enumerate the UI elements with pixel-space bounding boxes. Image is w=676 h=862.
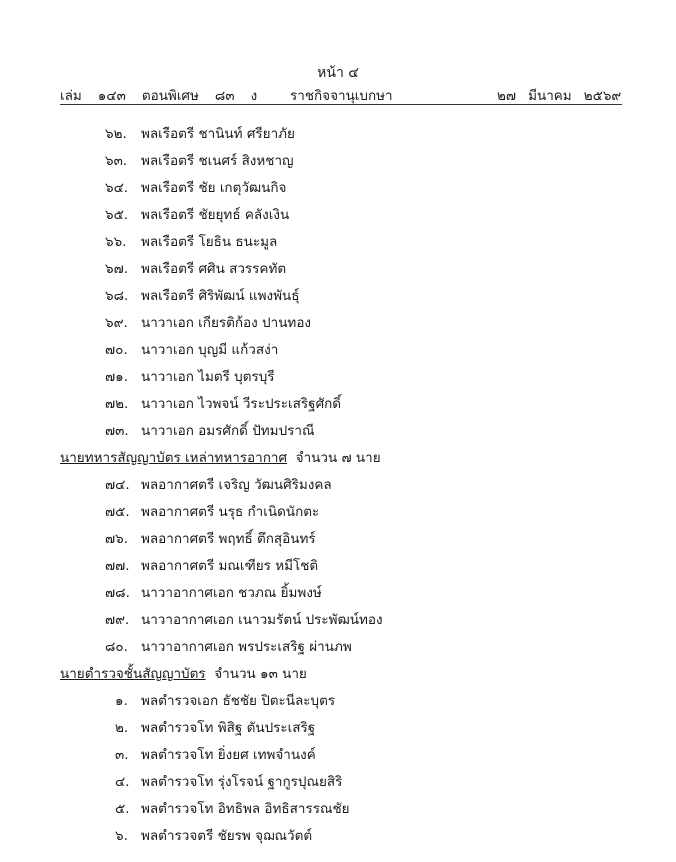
gazette-title: ราชกิจจานุเบกษา <box>290 88 393 104</box>
list-item <box>105 338 278 360</box>
item-number: ๖๒. <box>105 126 127 142</box>
list-item <box>105 230 277 252</box>
list-item <box>105 365 275 387</box>
list-item <box>115 689 335 711</box>
item-name: พลเรือตรี ชัยยุทธ์ คลังเงิน <box>141 207 290 223</box>
item-number: ๖. <box>115 828 128 844</box>
item-name: นาวาอากาศเอก พรประเสริฐ ผ่านภพ <box>141 639 352 655</box>
item-number: ๗๙. <box>105 612 130 628</box>
section-heading-police <box>60 662 307 684</box>
volume-number: ๑๔๓ <box>97 88 126 104</box>
list-item <box>105 284 299 306</box>
section-title: นายตำรวจชั้นสัญญาบัตร <box>60 666 206 682</box>
date-day: ๒๗ <box>497 88 517 104</box>
item-name: นาวาอากาศเอก เนาวมรัตน์ ประพัฒน์ทอง <box>141 612 383 628</box>
item-number: ๗๓. <box>105 423 129 439</box>
item-number: ๖๓. <box>105 153 128 169</box>
header-date <box>497 84 621 106</box>
item-name: นาวาเอก ไมตรี บุตรบุรี <box>141 369 275 385</box>
item-name: พลตำรวจตรี ชัยรพ จุฌณวัตต์ <box>141 828 313 844</box>
list-item <box>105 257 286 279</box>
volume-label: เล่ม <box>60 88 82 104</box>
section-title: นายทหารสัญญาบัตร เหล่าทหารอากาศ <box>60 450 288 466</box>
list-item <box>115 716 315 738</box>
issue-number: ๘๓ <box>214 88 235 104</box>
section-heading-air-force <box>60 446 381 468</box>
item-name: นาวาเอก ไวพจน์ วีระประเสริฐศักดิ์ <box>141 396 342 412</box>
item-name: พลตำรวจโท ยิ่งยศ เทพจำนงค์ <box>141 747 316 763</box>
list-item <box>105 608 383 630</box>
list-item <box>105 149 294 171</box>
page-number: หน้า ๔ <box>317 65 359 81</box>
item-number: ๖๘. <box>105 288 129 304</box>
list-item <box>115 770 342 792</box>
item-name: พลตำรวจเอก ธัชชัย ปิตะนีละบุตร <box>141 693 336 709</box>
item-name: พลตำรวจโท พิสิฐ ตันประเสริฐ <box>141 720 316 736</box>
date-year: ๒๕๖๙ <box>583 88 622 104</box>
item-number: ๖๔. <box>105 180 129 196</box>
item-name: พลอากาศตรี นรุธ กำเนิดนักตะ <box>141 504 320 520</box>
item-number: ๗๘. <box>105 585 130 601</box>
item-number: ๑. <box>115 693 128 709</box>
item-name: นาวาเอก บุญมี แก้วสง่า <box>141 342 279 358</box>
list-item <box>115 824 312 846</box>
item-number: ๗๑. <box>105 369 129 385</box>
item-name: นาวาเอก เกียรติก้อง ปานทอง <box>141 315 312 331</box>
section-count: จำนวน ๗ นาย <box>295 450 381 466</box>
issue-label: ตอนพิเศษ <box>141 88 199 104</box>
item-number: ๘๐. <box>105 639 128 655</box>
header-rule <box>60 104 622 105</box>
header-issue-info <box>60 84 273 106</box>
list-item <box>105 473 332 495</box>
list-item <box>105 419 315 441</box>
item-number: ๔. <box>115 774 130 790</box>
item-number: ๖๕. <box>105 207 129 223</box>
item-name: นาวาเอก อมรศักดิ์ ปัทมปราณี <box>141 423 315 439</box>
item-number: ๕. <box>115 801 130 817</box>
item-number: ๗๔. <box>105 477 130 493</box>
item-name: นาวาอากาศเอก ชวภณ ยิ้มพงษ์ <box>141 585 322 601</box>
list-item <box>105 176 286 198</box>
list-item <box>105 554 318 576</box>
item-number: ๗๕. <box>105 504 130 520</box>
list-item <box>105 392 341 414</box>
item-name: พลเรือตรี ชานินท์ ศรียาภัย <box>141 126 295 142</box>
item-number: ๗๐. <box>105 342 128 358</box>
item-number: ๒. <box>115 720 129 736</box>
item-name: พลตำรวจโท อิทธิพล อิทธิสารรณชัย <box>141 801 350 817</box>
item-name: พลเรือตรี ศศิน สวรรคทัต <box>141 261 287 277</box>
item-number: ๗๗. <box>105 558 130 574</box>
item-name: พลอากาศตรี พฤทธิ์ ตึกสุอินทร์ <box>141 531 316 547</box>
section-count: จำนวน ๑๓ นาย <box>214 666 307 682</box>
item-name: พลอากาศตรี เจริญ วัฒนศิริมงคล <box>141 477 332 493</box>
item-name: พลเรือตรี ศิริพัฒน์ แพงพันธุ์ <box>141 288 300 304</box>
date-month: มีนาคม <box>528 88 572 104</box>
item-number: ๖๖. <box>105 234 127 250</box>
list-item <box>105 635 352 657</box>
item-name: พลเรือตรี ชัย เกตุวัฒนกิจ <box>141 180 287 196</box>
item-name: พลเรือตรี ชเนศร์ สิงหชาญ <box>141 153 294 169</box>
list-item <box>105 311 311 333</box>
list-item <box>115 743 316 765</box>
list-item <box>105 581 322 603</box>
list-item <box>105 527 316 549</box>
item-number: ๗๒. <box>105 396 129 412</box>
list-item <box>115 797 350 819</box>
item-name: พลเรือตรี โยธิน ธนะมูล <box>141 234 278 250</box>
section-letter: ง <box>250 88 258 104</box>
item-name: พลตำรวจโท รุ่งโรจน์ ฐากูรปุณยสิริ <box>141 774 343 790</box>
item-number: ๗๖. <box>105 531 129 547</box>
item-name: พลอากาศตรี มณเฑียร หมีโชติ <box>141 558 319 574</box>
list-item <box>105 122 295 144</box>
item-number: ๖๗. <box>105 261 129 277</box>
list-item <box>105 203 289 225</box>
item-number: ๖๙. <box>105 315 128 331</box>
item-number: ๓. <box>115 747 129 763</box>
list-item <box>105 500 319 522</box>
